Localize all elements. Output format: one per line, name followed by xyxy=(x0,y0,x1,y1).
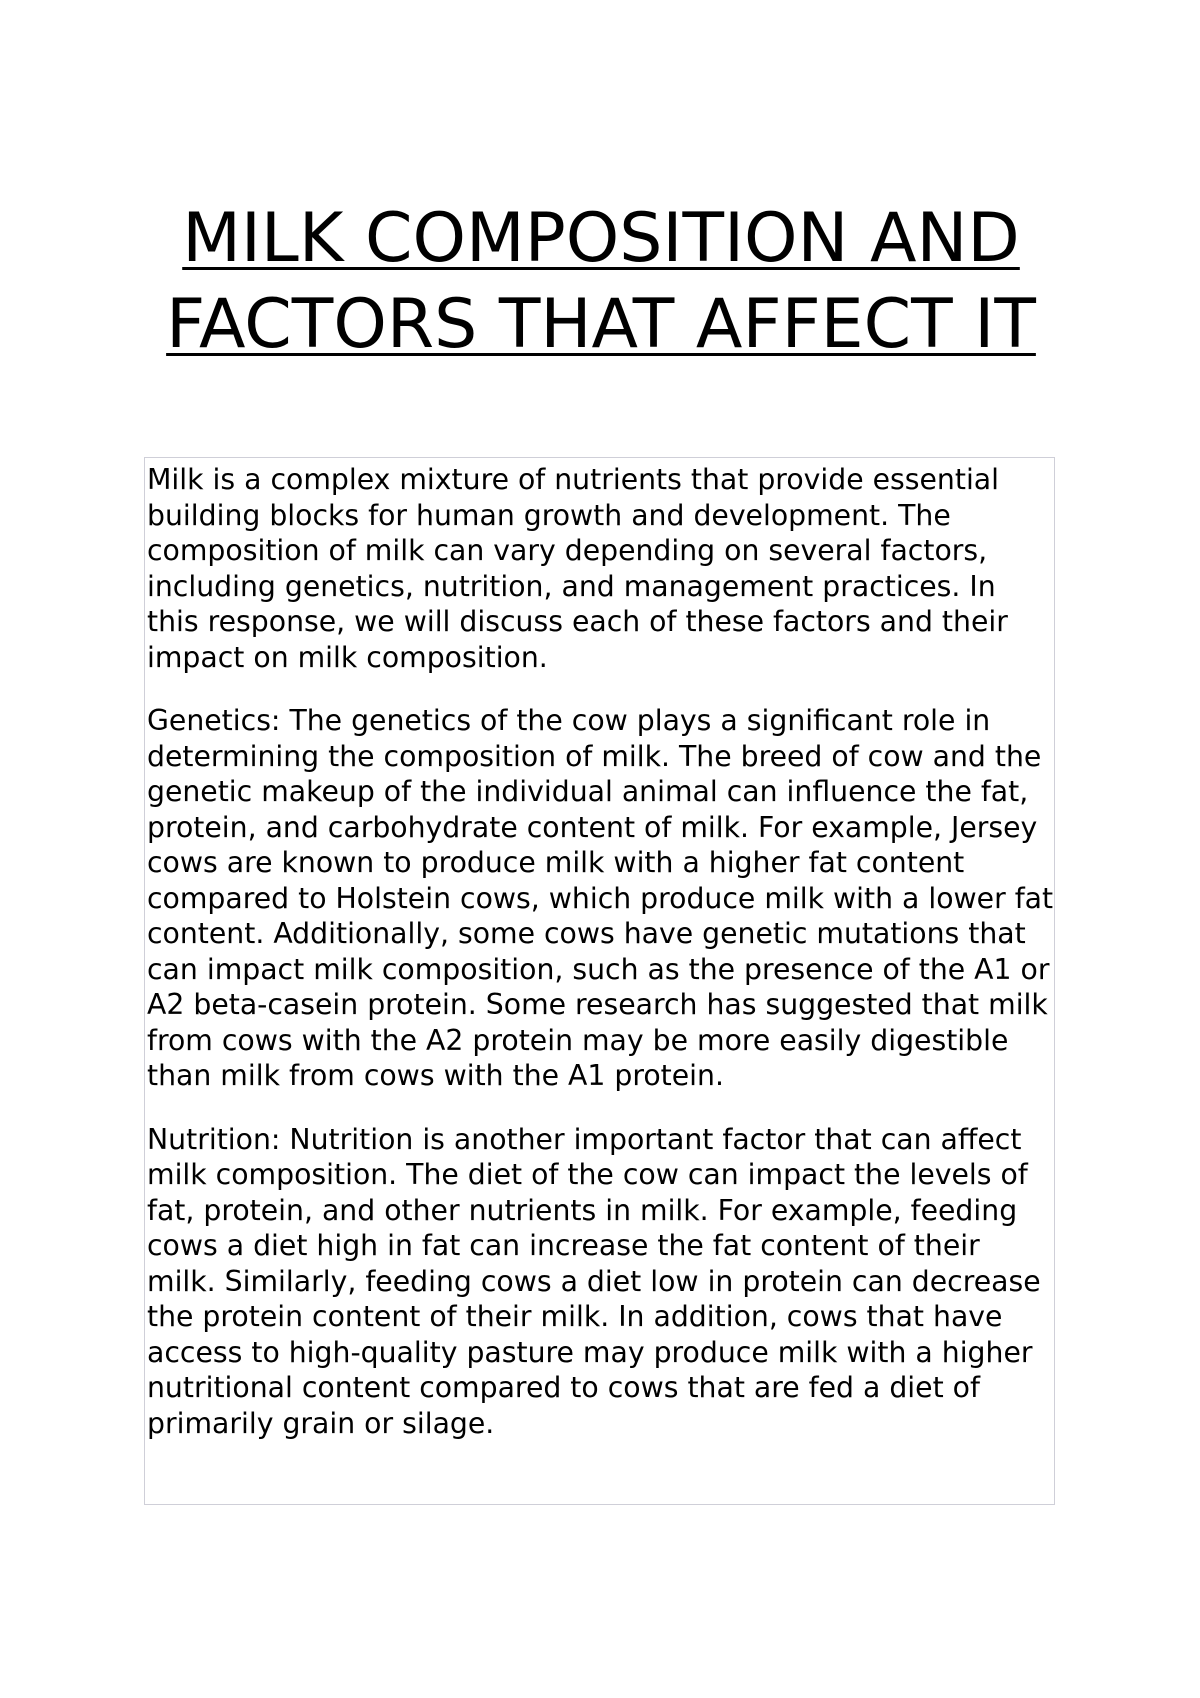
text-frame xyxy=(144,457,1055,1505)
paragraph-genetics: Genetics: The genetics of the cow plays a significant role in determining the composition of milk. The breed of cow and the genetic makeup of the individual animal can influence the fat, protein, and carbohydrate content of milk. For example, Jersey cows are known to produce milk with a higher fat content compared to Holstein cows, which produce milk with a lower fat content. Additionally, some cows have genetic mutations that can impact milk composition, such as the presence of the A1 or A2 beta-casein protein. Some research has suggested that milk from cows with the A2 protein may be more easily digestible than milk from cows with the A1 protein. xyxy=(147,704,1054,1092)
paragraph-nutrition: Nutrition: Nutrition is another important factor that can affect milk composition. The diet of the cow can impact the levels of fat, protein, and other nutrients in milk. For example, feeding cows a diet high in fat can increase the fat content of their milk. Similarly, feeding cows a diet low in protein can decrease the protein content of their milk. In addition, cows that have access to high-quality pasture may produce milk with a higher nutritional content compared to cows that are fed a diet of primarily grain or silage. xyxy=(147,1122,1041,1440)
document-title: MILK COMPOSITION AND FACTORS THAT AFFECT IT xyxy=(166,199,1036,364)
paragraph-intro: Milk is a complex mixture of nutrients that provide essential building blocks for human growth and development. The composition of milk can vary depending on several factors, including genetics, nutrition, and management practices. In this response, we will discuss each of these factors and their impact on milk composition. xyxy=(147,463,1008,674)
